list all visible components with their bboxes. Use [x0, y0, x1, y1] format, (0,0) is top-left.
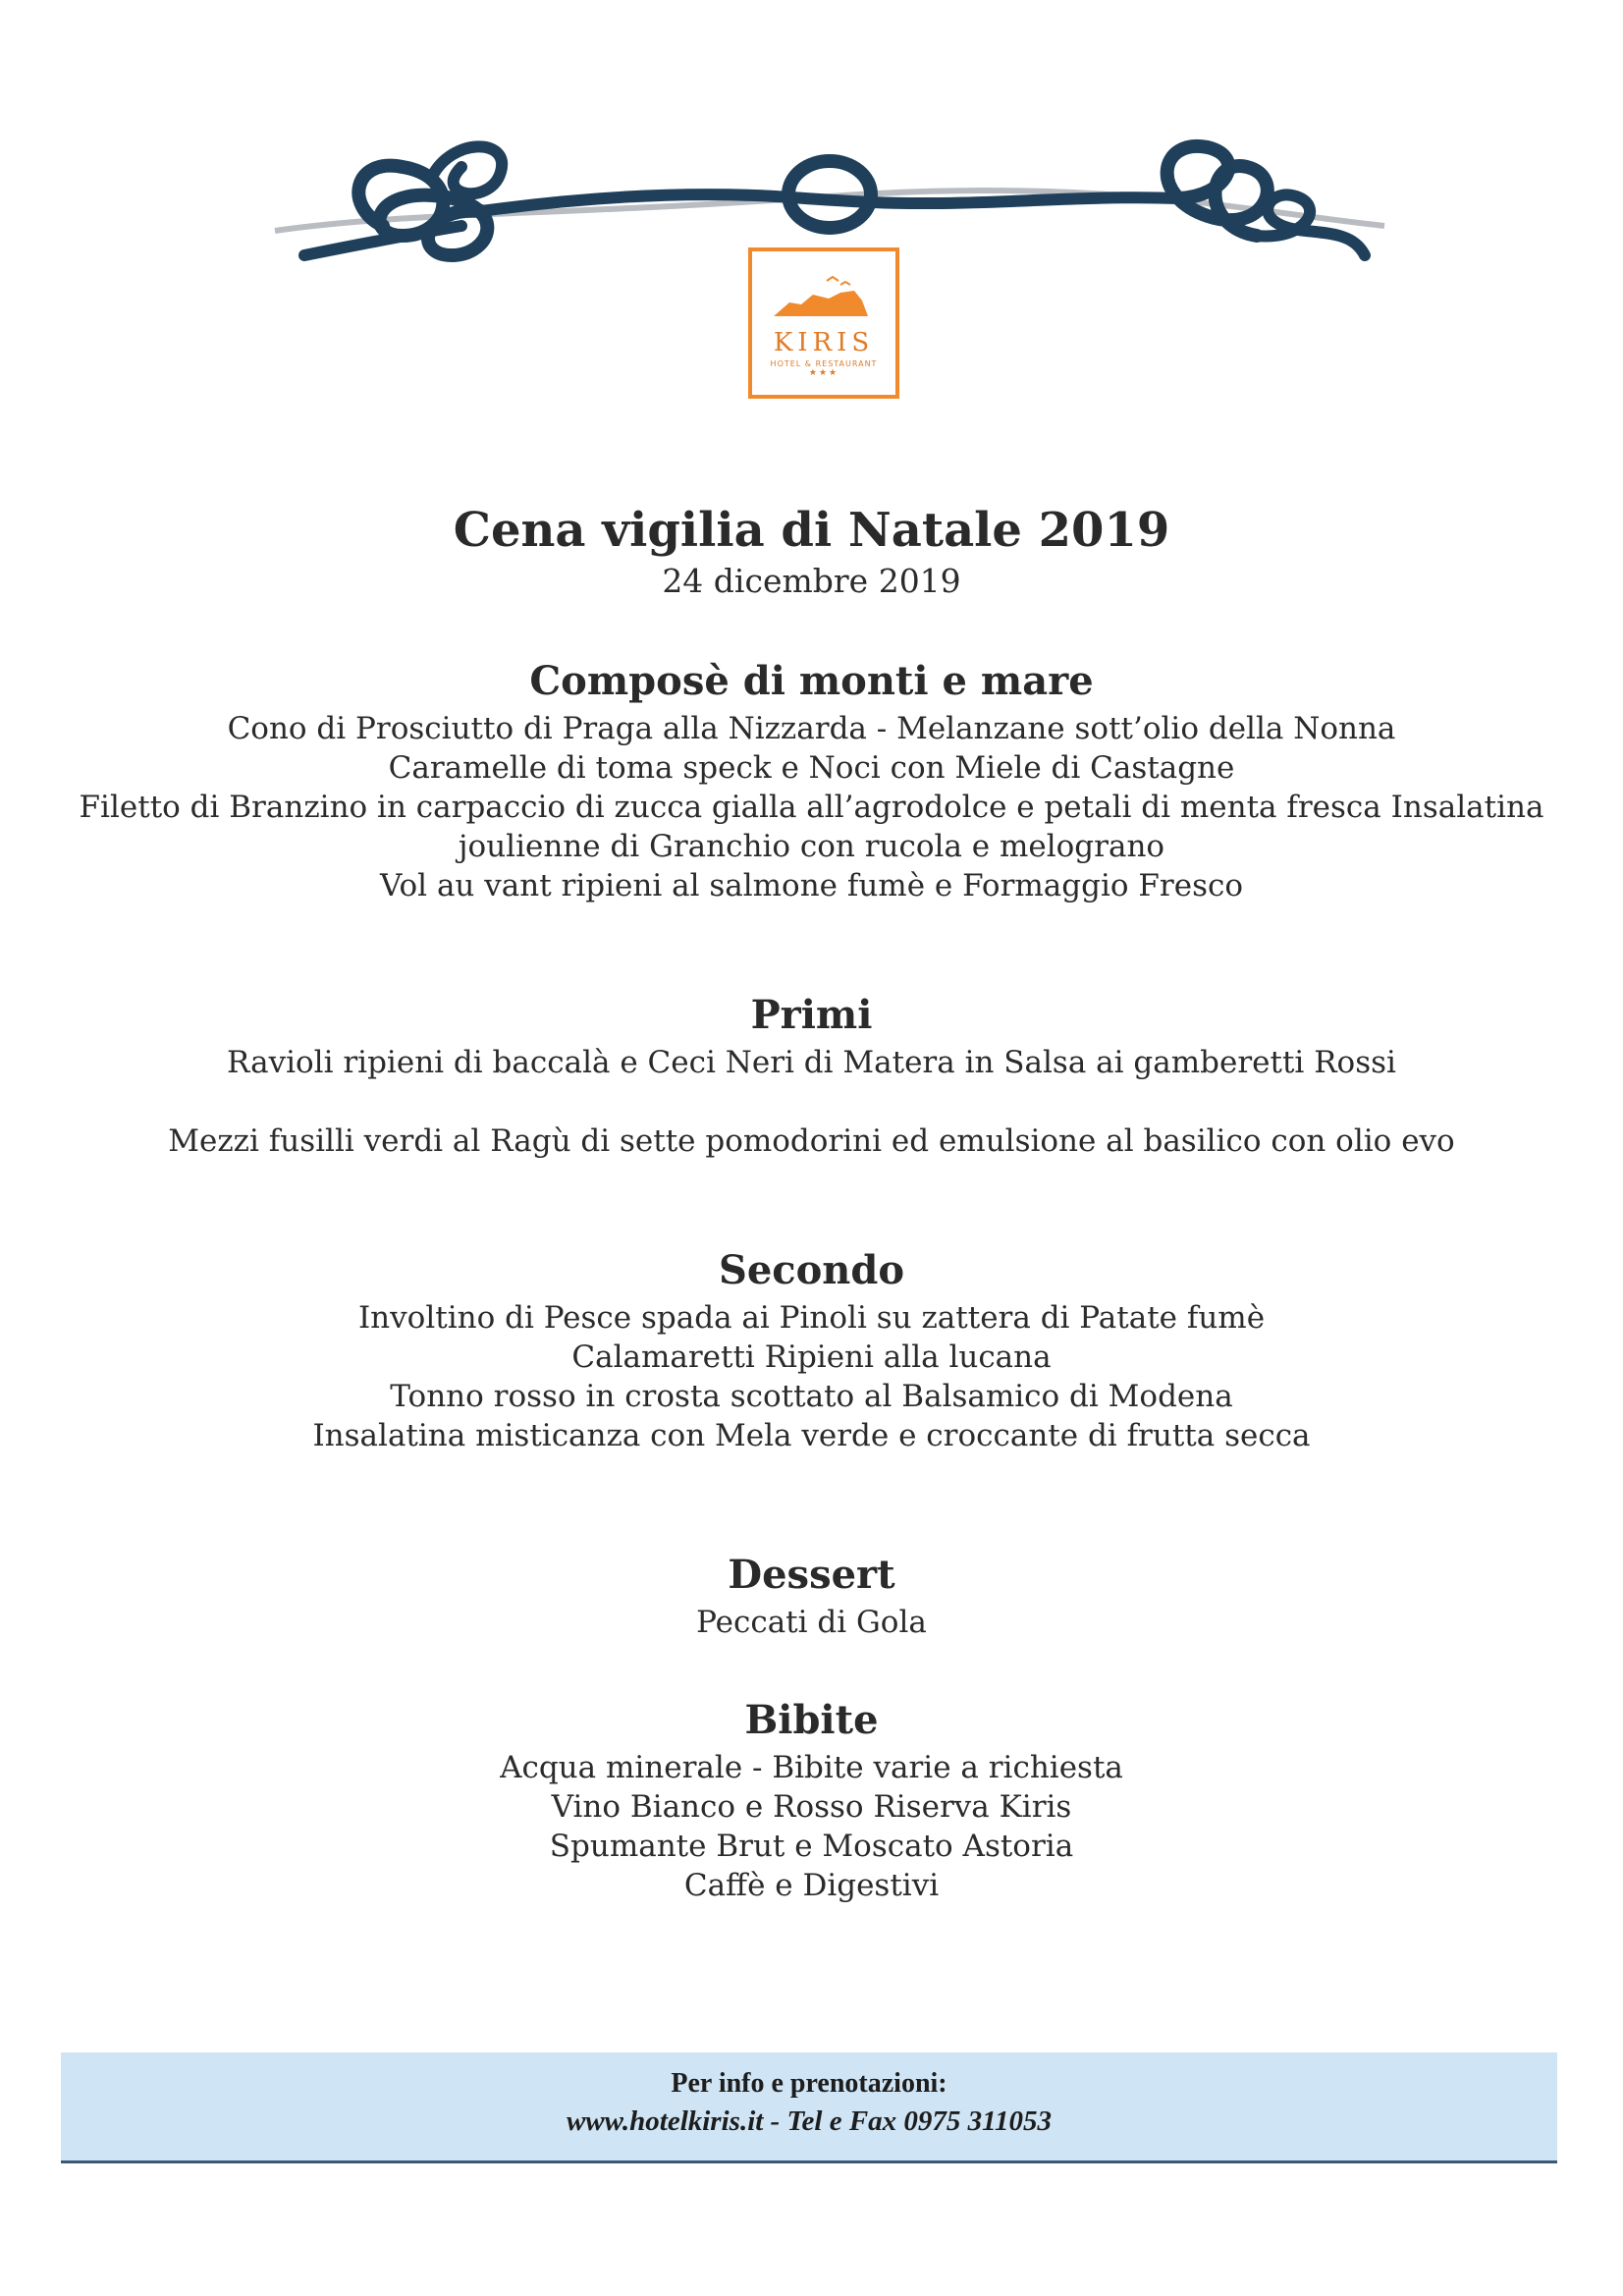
menu-item: Acqua minerale - Bibite varie a richiesta [500, 1750, 1123, 1785]
section-heading: Composè di monti e mare [529, 658, 1094, 704]
menu-item: Vol au vant ripieni al salmone fumè e Formaggio Fresco [379, 868, 1244, 903]
menu-item: Insalatina misticanza con Mela verde e croccante di frutta secca [312, 1418, 1311, 1453]
logo-brand: KIRIS [773, 328, 875, 357]
menu-item: Spumante Brut e Moscato Astoria [549, 1829, 1074, 1864]
section-secondo [0, 1243, 1623, 1455]
info-label: Per info e prenotazioni: [671, 2068, 947, 2099]
menu-item: Involtino di Pesce spada ai Pinoli su zattera di Patate fumè [357, 1300, 1266, 1336]
menu-item: Tonno rosso in crosta scottato al Balsamico di Modena [390, 1379, 1233, 1414]
section-heading: Dessert [728, 1552, 895, 1598]
section-antipasti [0, 654, 1623, 905]
menu-item: Ravioli ripieni di baccalà e Ceci Neri di Matera in Salsa ai gamberetti Rossi [227, 1045, 1396, 1080]
section-dessert [0, 1548, 1623, 1642]
menu-item: Peccati di Gola [696, 1605, 927, 1640]
menu-item: joulienne di Granchio con rucola e melograno [458, 829, 1165, 864]
section-bibite [0, 1693, 1623, 1905]
logo-subtitle: HOTEL & RESTAURANT [770, 359, 878, 368]
section-heading: Bibite [744, 1697, 879, 1743]
section-primi [0, 988, 1623, 1161]
menu-content [0, 501, 1623, 1905]
menu-item: Caffè e Digestivi [683, 1868, 940, 1903]
event-date: 24 dicembre 2019 [662, 562, 961, 600]
logo-stars: ★★★ [808, 368, 839, 378]
footer-rule [61, 2160, 1557, 2163]
kiris-logo [748, 247, 899, 399]
menu-item: Caramelle di toma speck e Noci con Miele di Castagne [388, 750, 1235, 786]
section-heading: Secondo [718, 1247, 905, 1293]
menu-item: Cono di Prosciutto di Praga alla Nizzarda - Melanzane sott’olio della Nonna [227, 711, 1396, 746]
info-bar [61, 2052, 1557, 2162]
menu-item: Filetto di Branzino in carpaccio di zucca gialla all’agrodolce e petali di menta fresca Insalatina [79, 790, 1544, 825]
menu-item: Vino Bianco e Rosso Riserva Kiris [551, 1789, 1072, 1825]
section-heading: Primi [750, 992, 873, 1038]
menu-item: Calamaretti Ripieni alla lucana [571, 1339, 1052, 1375]
contact-line: www.hotelkiris.it - Tel e Fax 0975 311053 [566, 2105, 1053, 2137]
menu-item: Mezzi fusilli verdi al Ragù di sette pomodorini ed emulsione al basilico con olio evo [168, 1123, 1455, 1159]
page-title: Cena vigilia di Natale 2019 [453, 503, 1170, 558]
cliff-icon [770, 273, 878, 324]
